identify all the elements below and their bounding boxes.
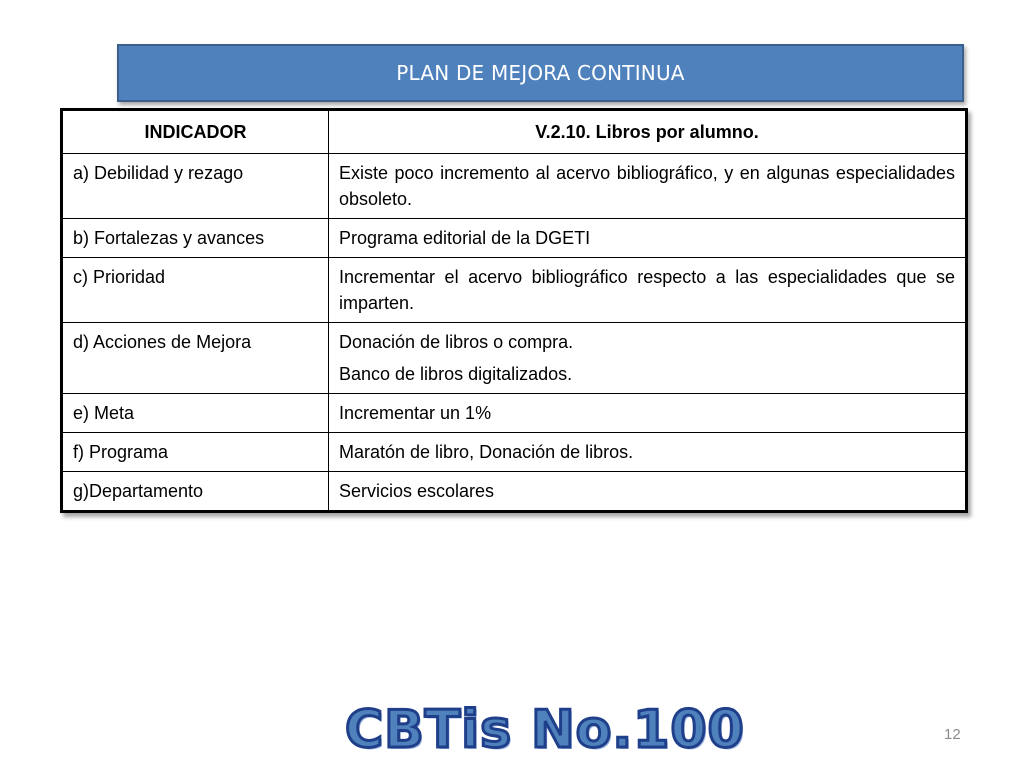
table-header-row	[62, 110, 967, 154]
row-value: Servicios escolares	[329, 472, 967, 512]
school-logo: CBTis No.100	[345, 700, 745, 760]
action-item: Donación de libros o compra.	[339, 332, 574, 352]
row-label: f) Programa	[62, 433, 329, 472]
header-indicator-value: V.2.10. Libros por alumno.	[329, 110, 967, 154]
page-number: 12	[944, 726, 961, 743]
table-row	[62, 394, 967, 433]
page-title: PLAN DE MEJORA CONTINUA	[396, 61, 685, 85]
row-value: Incrementar el acervo bibliográfico respecto a las especialidades que se imparten.	[329, 258, 967, 323]
table-row	[62, 433, 967, 472]
table-row	[62, 154, 967, 219]
row-label: g)Departamento	[62, 472, 329, 512]
row-label: a) Debilidad y rezago	[62, 154, 329, 219]
table-row	[62, 472, 967, 512]
title-banner	[117, 44, 964, 102]
table-row	[62, 219, 967, 258]
row-label: b) Fortalezas y avances	[62, 219, 329, 258]
table-row	[62, 258, 967, 323]
row-value	[329, 323, 967, 394]
header-indicator: INDICADOR	[62, 110, 329, 154]
table-row	[62, 323, 967, 394]
row-value: Incrementar un 1%	[329, 394, 967, 433]
action-item: Banco de libros digitalizados.	[339, 364, 573, 384]
row-label: d) Acciones de Mejora	[62, 323, 329, 394]
row-value: Maratón de libro, Donación de libros.	[329, 433, 967, 472]
row-label: e) Meta	[62, 394, 329, 433]
row-value: Existe poco incremento al acervo bibliográfico, y en algunas especialidades obsoleto.	[329, 154, 967, 219]
row-value: Programa editorial de la DGETI	[329, 219, 967, 258]
improvement-plan-table	[60, 108, 968, 513]
row-label: c) Prioridad	[62, 258, 329, 323]
